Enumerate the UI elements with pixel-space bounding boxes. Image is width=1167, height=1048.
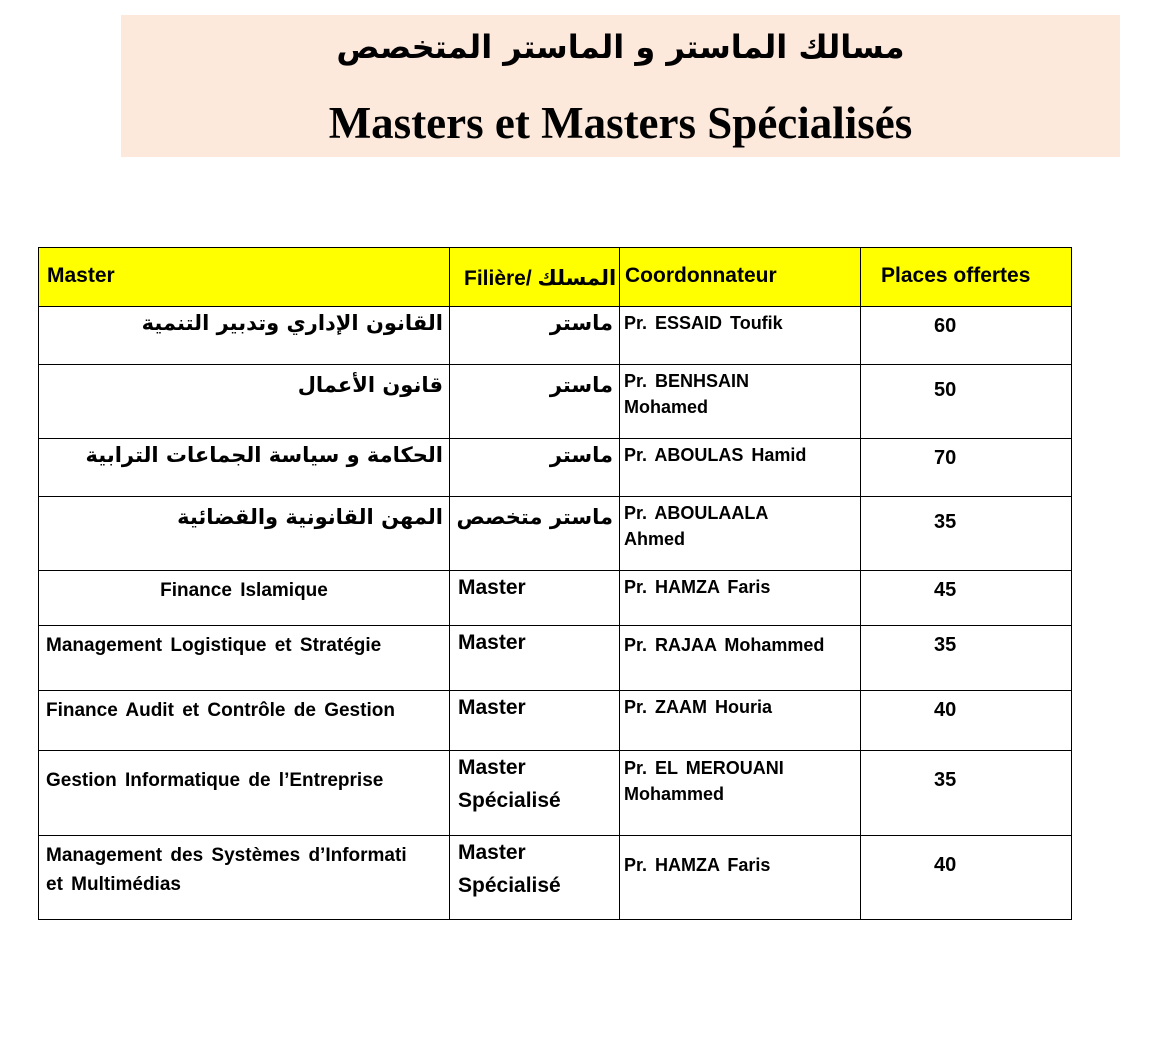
- filiere-value: ماستر: [549, 311, 613, 335]
- places-count: 45: [934, 579, 957, 601]
- coordonnateur-name: Pr. ESSAID Toufik: [624, 313, 783, 333]
- places-count: 35: [934, 634, 957, 656]
- table-row: [39, 307, 1072, 365]
- filiere-value: Master Spécialisé: [458, 756, 561, 812]
- table-header-row: [39, 248, 1072, 307]
- places-count: 35: [934, 511, 957, 533]
- table-row: [39, 626, 1072, 691]
- table-row: [39, 836, 1072, 920]
- master-name: الحكامة و سياسة الجماعات الترابية: [85, 443, 443, 467]
- coordonnateur-name: Pr. HAMZA Faris: [624, 577, 771, 597]
- filiere-value: Master: [458, 696, 526, 719]
- table-row: [39, 571, 1072, 626]
- coordonnateur-name: Pr. HAMZA Faris: [624, 855, 771, 875]
- coordonnateur-name: Pr. ZAAM Houria: [624, 697, 773, 717]
- title-french: Masters et Masters Spécialisés: [328, 98, 913, 148]
- table-row: [39, 691, 1072, 751]
- places-count: 35: [934, 769, 957, 791]
- master-name: Gestion Informatique de l’Entreprise: [46, 770, 384, 791]
- places-count: 60: [934, 315, 957, 337]
- master-name: Management Logistique et Stratégie: [46, 635, 382, 656]
- table-row: [39, 365, 1072, 439]
- filiere-value: Master: [458, 576, 526, 599]
- master-name: القانون الإداري وتدبير التنمية: [141, 311, 443, 335]
- places-count: 70: [934, 447, 957, 469]
- places-count: 50: [934, 379, 957, 401]
- filiere-value: Master Spécialisé: [458, 841, 561, 897]
- header-coordonnateur: Coordonnateur: [620, 248, 861, 307]
- masters-table: [38, 247, 1072, 920]
- filiere-value: Master: [458, 631, 526, 654]
- title-arabic: مسالك الماستر و الماستر المتخصص: [336, 28, 905, 66]
- coordonnateur-name: Pr. ABOULAALA Ahmed: [624, 503, 769, 549]
- title-banner: [121, 15, 1120, 157]
- master-name: قانون الأعمال: [297, 373, 443, 397]
- coordonnateur-name: Pr. BENHSAIN Mohamed: [624, 371, 750, 417]
- header-places: Places offertes: [861, 248, 1072, 307]
- master-name: المهن القانونية والقضائية: [177, 505, 443, 529]
- table-row: [39, 497, 1072, 571]
- table-row: [39, 439, 1072, 497]
- master-name: Finance Islamique: [160, 580, 328, 601]
- places-count: 40: [934, 699, 957, 721]
- header-master: Master: [39, 248, 450, 307]
- places-count: 40: [934, 854, 957, 876]
- coordonnateur-name: Pr. EL MEROUANI Mohammed: [624, 758, 784, 804]
- coordonnateur-name: Pr. ABOULAS Hamid: [624, 445, 807, 465]
- filiere-value: ماستر متخصص: [456, 505, 613, 529]
- master-name: Management des Systèmes d’Informati et Multimédias: [46, 845, 407, 895]
- filiere-value: ماستر: [549, 373, 613, 397]
- filiere-value: ماستر: [549, 443, 613, 467]
- header-filiere: Filière/ المسلك: [450, 248, 620, 307]
- table-row: [39, 751, 1072, 836]
- coordonnateur-name: Pr. RAJAA Mohammed: [624, 635, 825, 655]
- master-name: Finance Audit et Contrôle de Gestion: [46, 700, 395, 721]
